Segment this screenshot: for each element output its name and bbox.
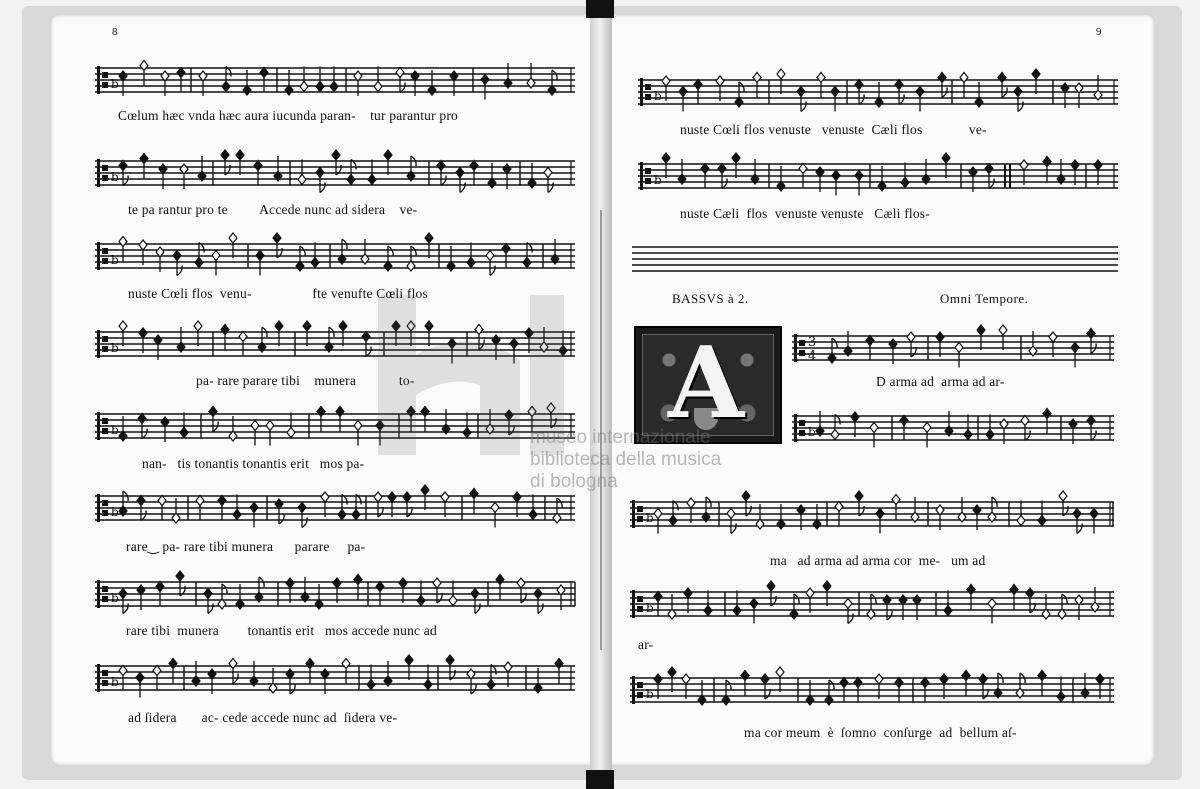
svg-text:b: b xyxy=(646,511,654,525)
lyric-right-5: ma ad arma ad arma cor me- um ad xyxy=(770,553,986,568)
page-number-right: 9 xyxy=(1096,26,1102,38)
lyric-left-3: nuste Cœli flos venu- fte venufte Cœli flos xyxy=(128,286,428,301)
lyric-right-3: D arma ad arma ad ar- xyxy=(876,374,1005,389)
svg-text:b: b xyxy=(111,423,119,437)
svg-text:b: b xyxy=(654,173,662,187)
watermark-line-3: di bologna xyxy=(530,471,618,492)
lyric-left-4: pa- rare parare tibi munera to- xyxy=(196,373,415,388)
svg-text:b: b xyxy=(111,591,119,605)
lyric-right-1: nuste Cœli flos venuste venuste Cæli flos ve- xyxy=(680,122,987,137)
svg-text:b: b xyxy=(646,601,654,615)
svg-text:b: b xyxy=(111,77,119,91)
svg-text:b: b xyxy=(111,505,119,519)
binding-thread xyxy=(600,210,602,650)
lyric-left-8: ad ſidera ac- cede accede nunc ad ſidera ve- xyxy=(128,710,398,725)
page-number-left: 8 xyxy=(112,26,118,38)
svg-text:b: b xyxy=(111,170,119,184)
decorated-initial xyxy=(634,326,782,444)
initial-letter: A xyxy=(667,326,745,441)
spine-shadow-top xyxy=(586,0,614,18)
lyric-left-1: Cœlum hæc vnda hæc aura iucunda paran- tur parantur pro xyxy=(118,108,458,123)
watermark-line-2: biblioteca della musica xyxy=(530,449,722,470)
watermark-line-1: museo internazionale xyxy=(530,427,711,448)
svg-text:b: b xyxy=(111,341,119,355)
lyric-left-5: nan- tis tonantis tonantis erit mos pa- xyxy=(142,456,365,471)
section-subtitle: Omni Tempore. xyxy=(940,291,1029,306)
svg-text:b: b xyxy=(808,425,816,439)
lyric-right-6: ar- xyxy=(638,637,654,652)
lyric-left-2: te pa rantur pro te Accede nunc ad sidera ve- xyxy=(128,202,418,217)
svg-text:b: b xyxy=(646,687,654,701)
lyric-right-2: nuste Cæli flos venuste venuste Cæli flos- xyxy=(680,206,930,221)
svg-text:b: b xyxy=(111,253,119,267)
lyric-left-7: rare tibi munera tonantis erit mos accede nunc ad xyxy=(126,623,437,638)
section-title: BASSVS à 2. xyxy=(672,291,749,306)
lyric-left-6: rare‿ pa- rare tibi munera parare pa- xyxy=(126,539,366,554)
svg-text:b: b xyxy=(654,89,662,103)
svg-text:4: 4 xyxy=(808,349,817,364)
lyric-right-7: ma cor meum è ſomno conſurge ad bellum aſ- xyxy=(744,725,1017,740)
book-gutter xyxy=(590,10,612,778)
left-page xyxy=(50,14,598,766)
svg-text:3: 3 xyxy=(808,335,817,350)
svg-text:b: b xyxy=(111,675,119,689)
spine-shadow-bottom xyxy=(586,770,614,789)
